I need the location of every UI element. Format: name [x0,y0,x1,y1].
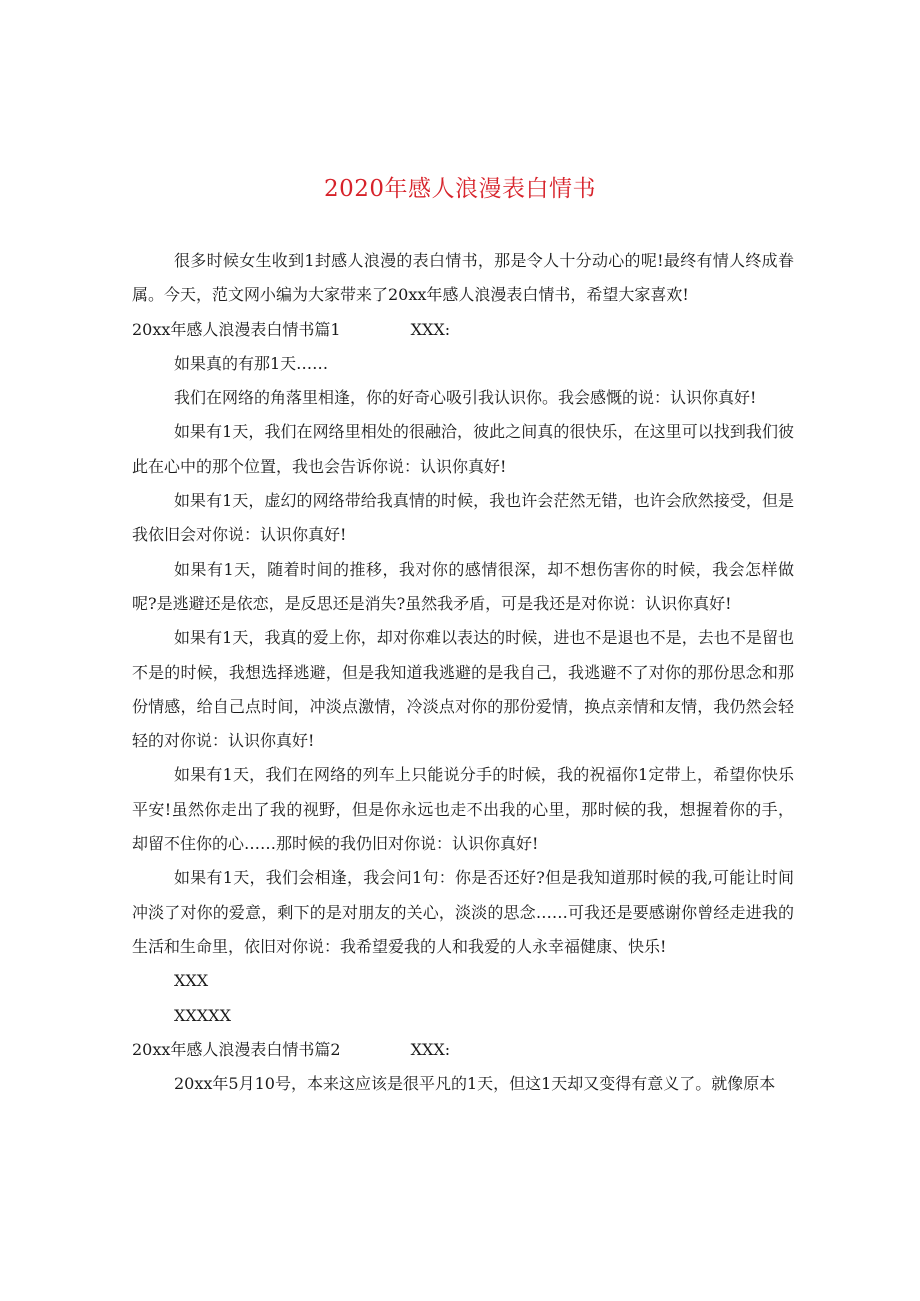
letter1-paragraph: 如果有1天，随着时间的推移，我对你的感情很深，却不想伤害你的时候，我会怎样做呢?是逃避还是依恋，是反思还是消失?虽然我矛盾，可是我还是对你说：认识你真好! [132,559,794,613]
letter2-heading-line [132,1033,794,1067]
letter1-date: XXXXX [174,1005,231,1025]
letter2-paragraph: 20xx年5月10号，本来这应该是很平凡的1天，但这1天却又变得有意义了。就像原本 [174,1074,776,1094]
letter1-salutation: XXX: [410,319,451,339]
letter1-paragraph: 如果有1天，我真的爱上你，却对你难以表达的时候，进也不是退也不是，去也不是留也不是的时候，我想选择逃避，但是我知道我逃避的是我自己，我逃避不了对你的那份思念和那份情感，给自己点时间，冲淡点激情，冷淡点对你的那份爱情，换点亲情和友情，我仍然会轻轻的对你说：认识你真好! [132,628,794,751]
letter1-paragraph: 如果有1天，虚幻的网络带给我真情的时候，我也许会茫然无错，也许会欣然接受，但是我依旧会对你说：认识你真好! [132,491,794,545]
intro-paragraph: 很多时候女生收到1封感人浪漫的表白情书，那是令人十分动心的呢!最终有情人终成眷属。今天，范文网小编为大家带来了20xx年感人浪漫表白情书，希望大家喜欢! [132,251,794,305]
letter1-heading: 20xx年感人浪漫表白情书篇1 [132,319,341,339]
document-body [132,244,794,1101]
letter1-paragraph: 我们在网络的角落里相逢，你的好奇心吸引我认识你。我会感慨的说：认识你真好! [174,388,757,408]
letter1-paragraph: 如果真的有那1天…… [174,353,329,373]
letter1-signature: XXX [174,971,209,991]
letter1-heading-line [132,313,794,347]
letter2-salutation: XXX: [410,1039,451,1059]
document-title: 2020年感人浪漫表白情书 [323,176,597,202]
letter1-paragraph: 如果有1天，我们在网络里相处的很融洽，彼此之间真的很快乐，在这里可以找到我们彼此在心中的那个位置，我也会告诉你说：认识你真好! [132,422,794,476]
letter2-heading: 20xx年感人浪漫表白情书篇2 [132,1039,341,1059]
letter1-paragraph: 如果有1天，我们在网络的列车上只能说分手的时候，我的祝福你1定带上，希望你快乐平安!虽然你走出了我的视野，但是你永远也走不出我的心里，那时候的我，想握着你的手，却留不住你的心……那时候的我仍旧对你说：认识你真好! [132,765,794,854]
letter1-paragraph: 如果有1天，我们会相逢，我会问1句：你是否还好?但是我知道那时候的我,可能让时间冲淡了对你的爱意，剩下的是对朋友的关心，淡淡的思念……可我还是要感谢你曾经走进我的生活和生命里，依旧对你说：我希望爱我的人和我爱的人永幸福健康、快乐! [132,868,794,956]
